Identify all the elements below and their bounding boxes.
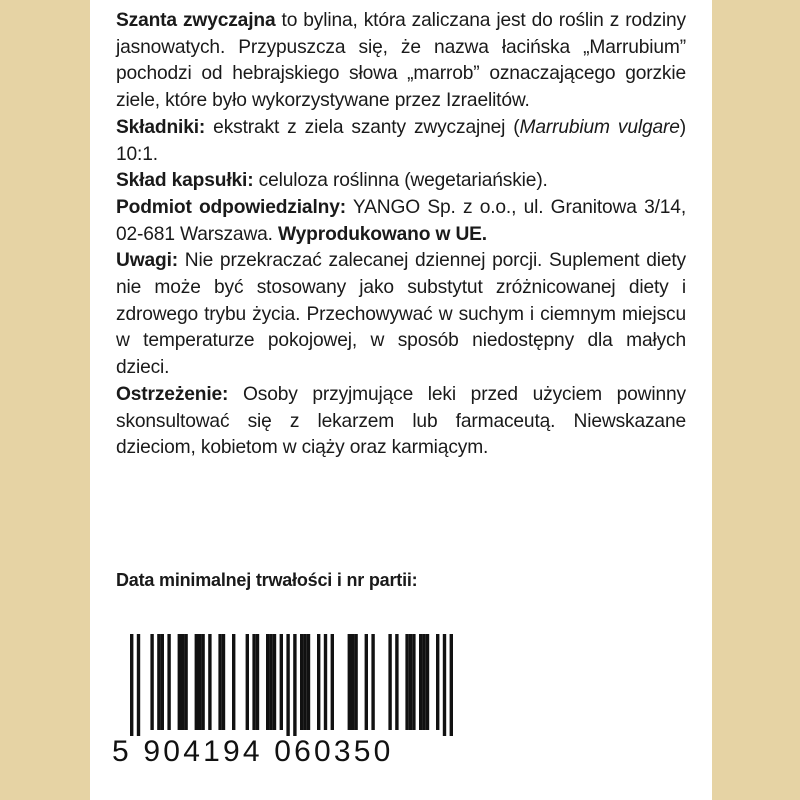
- barcode-bar: [388, 634, 391, 730]
- barcode-bar: [208, 634, 211, 730]
- barcode-bar: [409, 634, 412, 730]
- product-label: [90, 0, 712, 800]
- barcode-bar: [365, 634, 368, 730]
- responsible-text: YANGO Sp. z o.o., ul. Granitowa 3/14, 02-681 Warszawa.: [116, 196, 686, 245]
- barcode-bar: [351, 634, 354, 730]
- barcode-bar: [184, 634, 187, 730]
- capsule-paragraph: [116, 168, 686, 195]
- notes-label: Uwagi:: [116, 250, 178, 272]
- barcode-bar: [422, 634, 425, 730]
- barcode-bar: [426, 634, 429, 730]
- barcode-bar: [395, 634, 398, 730]
- barcode-guard-bar: [137, 634, 140, 736]
- barcode-guard-bar: [293, 634, 296, 736]
- barcode-bar: [167, 634, 170, 730]
- barcode-bar: [252, 634, 255, 730]
- expiry-label: Data minimalnej trwałości i nr partii:: [116, 570, 418, 590]
- capsule-label: Skład kapsułki:: [116, 170, 254, 192]
- barcode-bar: [331, 634, 334, 730]
- barcode-bar: [307, 634, 310, 730]
- barcode-bar: [246, 634, 249, 730]
- barcode-bar: [266, 634, 269, 730]
- capsule-text: celuloza roślinna (wegetariańskie).: [253, 170, 548, 192]
- barcode-bar: [436, 634, 439, 730]
- barcode-bar: [195, 634, 198, 730]
- barcode-bar: [198, 634, 201, 730]
- barcode-bar: [354, 634, 357, 730]
- label-text: [116, 8, 686, 462]
- ingredients-paragraph: [116, 115, 686, 168]
- barcode-bar: [218, 634, 221, 730]
- barcode-bar: [157, 634, 160, 730]
- barcode-bar: [303, 634, 306, 730]
- barcode-guard-bar: [130, 634, 133, 736]
- barcode-bar: [150, 634, 153, 730]
- barcode-number: 5 904194 060350: [112, 735, 394, 768]
- barcode-guard-bar: [443, 634, 446, 736]
- barcode-bar: [269, 634, 272, 730]
- barcode-bar: [222, 634, 225, 730]
- made-in-text: Wyprodukowano w UE.: [278, 223, 487, 245]
- ingredients-ratio: ) 10:1.: [116, 116, 687, 165]
- barcode: [112, 634, 462, 736]
- barcode-bar: [371, 634, 374, 730]
- intro-text: to bylina, która zaliczana jest do roślin z rodziny jasnowatych. Przypuszcza się, że nazwa łacińska „Marrubium” pochodzi od hebrajskiego słowa „marrob” oznaczającego gorzkie ziele, które było wykorzystywane przez Izraelitów.: [116, 10, 686, 112]
- notes-paragraph: [116, 248, 686, 382]
- barcode-bar: [161, 634, 164, 730]
- warning-paragraph: [116, 382, 686, 462]
- product-name: Szanta zwyczajna: [116, 10, 276, 31]
- barcode-bar: [405, 634, 408, 730]
- responsible-paragraph: [116, 195, 686, 248]
- warning-label: Ostrzeżenie:: [116, 383, 229, 405]
- barcode-bar: [232, 634, 235, 730]
- barcode-bar: [201, 634, 204, 730]
- barcode-bar: [412, 634, 415, 730]
- barcode-bar: [348, 634, 351, 730]
- barcode-bar: [317, 634, 320, 730]
- barcode-guard-bar: [450, 634, 453, 736]
- barcode-bar: [324, 634, 327, 730]
- barcode-bar: [300, 634, 303, 730]
- ingredients-label: Składniki:: [116, 116, 206, 138]
- warning-text: Osoby przyjmujące leki przed użyciem powinny skonsultować się z lekarzem lub farmaceutą. Niewskazane dzieciom, kobietom w ciąży oraz karmiącym.: [116, 383, 686, 459]
- latin-name: Marrubium vulgare: [519, 116, 680, 138]
- notes-text: Nie przekraczać zalecanej dziennej porcji. Suplement diety nie może być stosowany jako substytut zróżnicowanej diety i zdrowego trybu życia. Przechowywać w suchym i ciemnym miejscu w temperaturze pokojowej, w sposób niedostępny dla małych dzieci.: [116, 250, 686, 379]
- ingredients-text: ekstrakt z ziela szanty zwyczajnej (: [205, 116, 520, 138]
- barcode-bar: [181, 634, 184, 730]
- responsible-label: Podmiot odpowiedzialny:: [116, 196, 346, 218]
- barcode-guard-bar: [286, 634, 289, 736]
- barcode-bars: [112, 634, 462, 736]
- barcode-bar: [419, 634, 422, 730]
- intro-paragraph: [116, 8, 686, 115]
- barcode-bar: [178, 634, 181, 730]
- barcode-bar: [280, 634, 283, 730]
- barcode-bar: [256, 634, 259, 730]
- barcode-bar: [273, 634, 276, 730]
